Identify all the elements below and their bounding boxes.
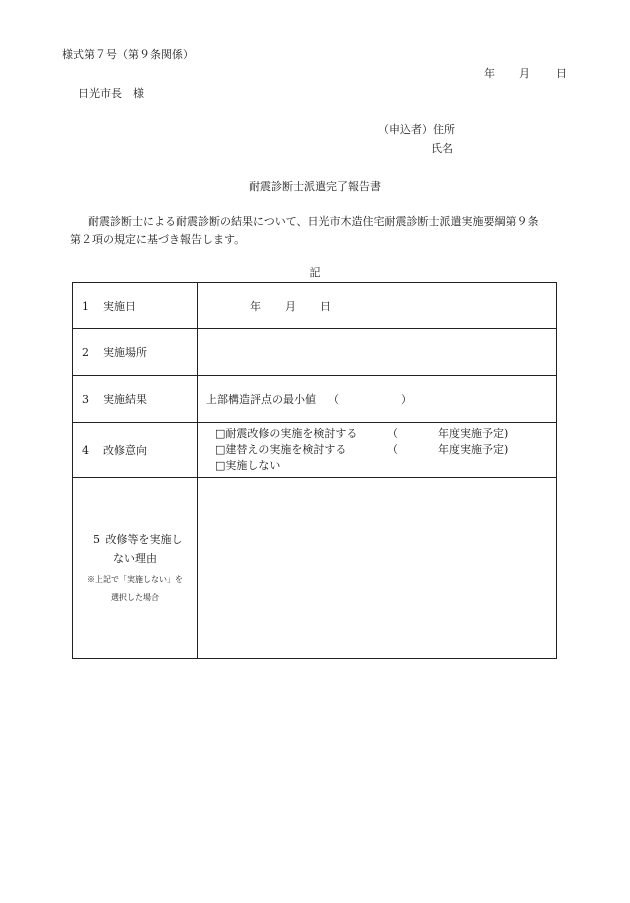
renovation-intent-field — [198, 423, 557, 478]
impl-year-label: 年 — [250, 299, 261, 313]
applicant-address-label: （申込者）住所 — [378, 123, 455, 136]
report-date — [484, 68, 567, 79]
table-row — [73, 329, 557, 376]
form-number: 様式第７号（第９条関係） — [62, 48, 194, 61]
ki-heading: 記 — [309, 266, 321, 279]
addressee: 日光市長 様 — [78, 87, 144, 100]
option-retrofit[interactable] — [215, 426, 556, 442]
option-rebuild[interactable] — [215, 442, 556, 458]
row-number: 5 — [93, 532, 100, 546]
body-line-1: 耐震診断士による耐震診断の結果について、日光市木造住宅耐震診断士派遣実施要綱第９条 — [88, 215, 539, 228]
min-score-label: 上部構造評点の最小値 — [206, 393, 316, 406]
table-row — [73, 478, 557, 659]
implementation-date-field[interactable] — [198, 283, 557, 329]
table-row — [73, 423, 557, 478]
reason-label-line1: 改修等を実施し — [105, 532, 183, 546]
row-label — [73, 283, 198, 329]
row-number: 1 — [82, 299, 89, 313]
report-table — [72, 282, 557, 659]
option-none[interactable] — [215, 458, 556, 474]
row-number: 4 — [82, 444, 89, 457]
reason-note-line2: 選択した場合 — [111, 592, 159, 602]
reason-label-line2: ない理由 — [113, 551, 157, 565]
date-month-label: 月 — [519, 67, 530, 80]
row-label — [73, 478, 198, 659]
paren-open: （ — [328, 393, 339, 406]
reason-field[interactable] — [198, 478, 557, 659]
reason-note-line1: ※上記で「実施しない」を — [87, 574, 183, 584]
date-year-label: 年 — [484, 67, 495, 80]
document-title: 耐震診断士派遣完了報告書 — [249, 180, 381, 193]
paren-open: （ — [387, 427, 398, 440]
row-label — [73, 376, 198, 423]
option-checkbox-label: □実施しない — [215, 459, 281, 472]
body-text — [70, 213, 590, 249]
row-label — [73, 423, 198, 478]
reason-note — [73, 571, 197, 607]
option-checkbox-label: □建替えの実施を検討する — [215, 443, 347, 456]
implementation-result-field[interactable] — [198, 376, 557, 423]
table-row — [73, 283, 557, 329]
row-number: 3 — [82, 393, 89, 406]
impl-month-label: 月 — [285, 299, 296, 313]
year-plan-suffix: 年度実施予定) — [438, 443, 509, 456]
year-plan-suffix: 年度実施予定) — [438, 427, 509, 440]
impl-day-label: 日 — [320, 299, 331, 313]
date-day-label: 日 — [556, 67, 567, 80]
table-row — [73, 376, 557, 423]
paren-open: （ — [387, 443, 398, 456]
row-label-text: 実施日 — [103, 299, 136, 313]
row-label-text: 実施結果 — [103, 393, 147, 406]
body-line-2: 第２項の規定に基づき報告します。 — [70, 233, 246, 246]
option-checkbox-label: □耐震改修の実施を検討する — [215, 427, 358, 440]
applicant-name-label: 氏名 — [431, 142, 453, 155]
paren-close: ） — [401, 393, 412, 406]
row-number: 2 — [82, 346, 89, 359]
implementation-place-field[interactable] — [198, 329, 557, 376]
row-label-text: 実施場所 — [103, 346, 147, 359]
reason-label — [73, 530, 197, 568]
row-label — [73, 329, 198, 376]
row-label-text: 改修意向 — [103, 444, 147, 457]
